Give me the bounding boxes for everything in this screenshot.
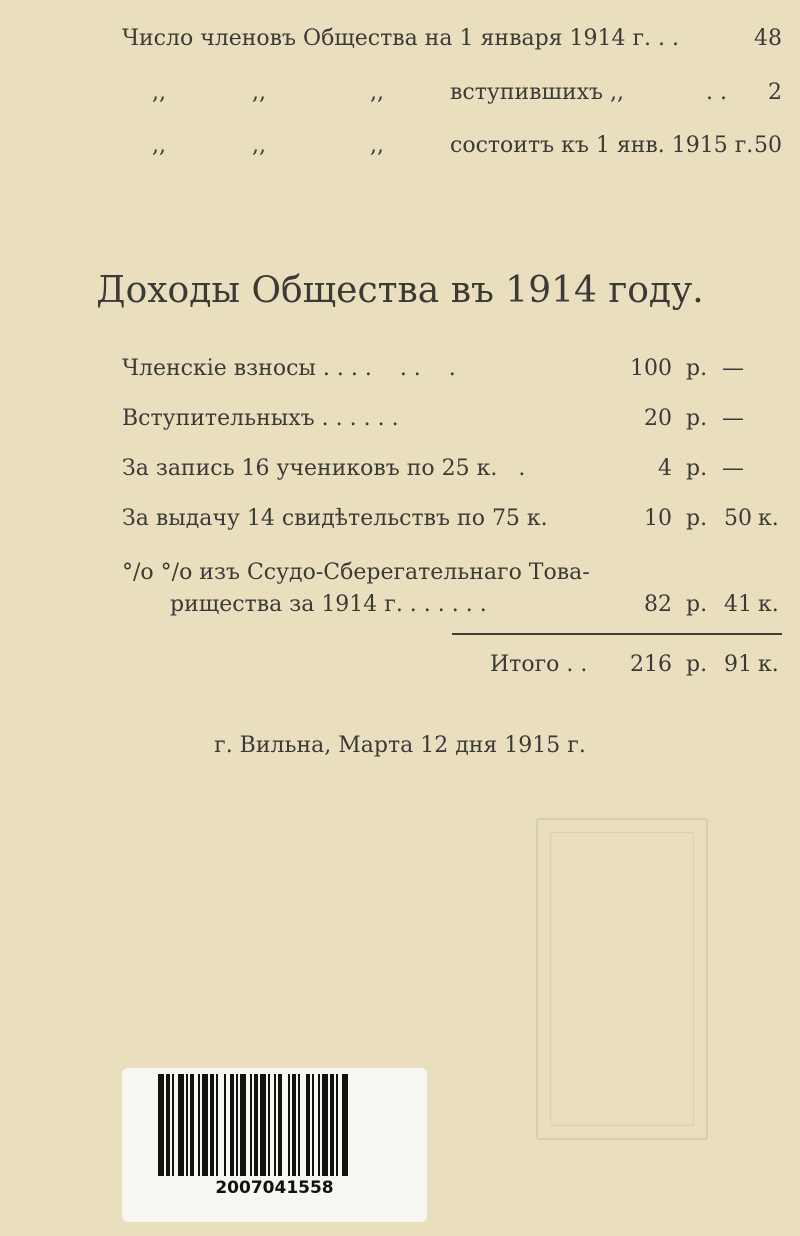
- barcode-bar: [190, 1074, 194, 1176]
- library-stamp-border: [550, 832, 694, 1126]
- ditto-mark: ,,: [252, 133, 266, 158]
- members-line-1-text: Число членовъ Общества на 1 января 1914 г. . .: [122, 26, 680, 51]
- barcode-bar: [342, 1074, 348, 1176]
- income-row-membership: [0, 356, 800, 396]
- barcode-bar: [268, 1074, 270, 1176]
- income-label: Вступительныхъ . . . . . .: [122, 406, 399, 431]
- barcode-bar: [306, 1074, 310, 1176]
- income-kopeks: —: [722, 456, 744, 481]
- barcode-bar: [330, 1074, 334, 1176]
- barcode-bar: [158, 1074, 164, 1176]
- total-kopeks: 91: [724, 652, 752, 677]
- income-row-interest-line-2: [0, 592, 800, 632]
- barcode-bar: [230, 1074, 234, 1176]
- ditto-mark: ,,: [152, 133, 166, 158]
- income-kopeks: 41: [724, 592, 752, 617]
- barcode-bar: [210, 1074, 214, 1176]
- barcode-bar: [274, 1074, 276, 1176]
- dateline: г. Вильна, Марта 12 дня 1915 г.: [214, 733, 586, 758]
- barcode-bar: [186, 1074, 188, 1176]
- total-rubles: 216: [630, 652, 672, 677]
- barcode-bar: [312, 1074, 314, 1176]
- barcode-bar: [322, 1074, 328, 1176]
- barcode-bar: [260, 1074, 266, 1176]
- barcode-bar: [202, 1074, 208, 1176]
- barcode-bar: [198, 1074, 200, 1176]
- barcode-bar: [216, 1074, 218, 1176]
- barcode-bar: [240, 1074, 246, 1176]
- total-rub-unit: р.: [686, 652, 708, 677]
- barcode-bar: [166, 1074, 170, 1176]
- barcode-bar: [250, 1074, 252, 1176]
- income-label: За запись 16 учениковъ по 25 к. .: [122, 456, 526, 481]
- income-rubles: 82: [644, 592, 672, 617]
- income-rubles: 100: [630, 356, 672, 381]
- members-line-3: [0, 133, 800, 173]
- members-line-1: [0, 26, 800, 66]
- income-row-enrollment: [0, 456, 800, 496]
- barcode-bar: [278, 1074, 282, 1176]
- ditto-mark: ,,: [370, 80, 384, 105]
- total-kop-unit: к.: [758, 652, 779, 677]
- ditto-mark: ,,: [152, 80, 166, 105]
- income-row-entrance: [0, 406, 800, 446]
- income-total-row: [0, 652, 800, 692]
- ditto-mark: ,,: [370, 133, 384, 158]
- members-line-2-dots: . .: [706, 80, 727, 105]
- barcode-icon: [158, 1074, 392, 1176]
- barcode-bar: [318, 1074, 320, 1176]
- barcode-bar: [288, 1074, 290, 1176]
- barcode-bar: [172, 1074, 174, 1176]
- total-rule: [452, 633, 782, 635]
- members-line-2: [0, 80, 800, 120]
- income-label: Членскіе взносы . . . . . . .: [122, 356, 456, 381]
- income-label: рищества за 1914 г. . . . . . .: [170, 592, 487, 617]
- income-row-certificates: [0, 506, 800, 546]
- income-rubles: 10: [644, 506, 672, 531]
- section-heading: Доходы Общества въ 1914 году.: [96, 270, 704, 311]
- income-kop-unit: к.: [758, 592, 779, 617]
- income-kop-unit: к.: [758, 506, 779, 531]
- total-label: Итого . .: [490, 652, 588, 677]
- income-kopeks: —: [722, 356, 744, 381]
- members-line-2-value: 2: [768, 80, 782, 105]
- income-rubles: 4: [658, 456, 672, 481]
- income-rub-unit: р.: [686, 456, 708, 481]
- barcode-bar: [298, 1074, 300, 1176]
- barcode-bar: [178, 1074, 184, 1176]
- barcode-bar: [224, 1074, 226, 1176]
- income-rub-unit: р.: [686, 506, 708, 531]
- barcode-bar: [236, 1074, 238, 1176]
- income-kopeks: —: [722, 406, 744, 431]
- income-rub-unit: р.: [686, 356, 708, 381]
- library-stamp: [536, 818, 708, 1140]
- members-line-1-value: 48: [754, 26, 782, 51]
- ditto-mark: ,,: [252, 80, 266, 105]
- barcode-label: [122, 1068, 427, 1222]
- income-label: За выдачу 14 свидѣтельствъ по 75 к.: [122, 506, 548, 531]
- income-rubles: 20: [644, 406, 672, 431]
- barcode-bar: [336, 1074, 338, 1176]
- members-line-2-text: вступившихъ ,,: [450, 80, 625, 105]
- income-kopeks: 50: [724, 506, 752, 531]
- barcode-number: 2007041558: [215, 1178, 334, 1198]
- income-rub-unit: р.: [686, 406, 708, 431]
- income-label: °/о °/о изъ Ссудо-Сберегательнаго Това-: [122, 560, 590, 585]
- barcode-bar: [292, 1074, 296, 1176]
- barcode-bar: [254, 1074, 258, 1176]
- income-rub-unit: р.: [686, 592, 708, 617]
- members-line-3-text: состоитъ къ 1 янв. 1915 г.: [450, 133, 754, 158]
- members-line-3-value: 50: [754, 133, 782, 158]
